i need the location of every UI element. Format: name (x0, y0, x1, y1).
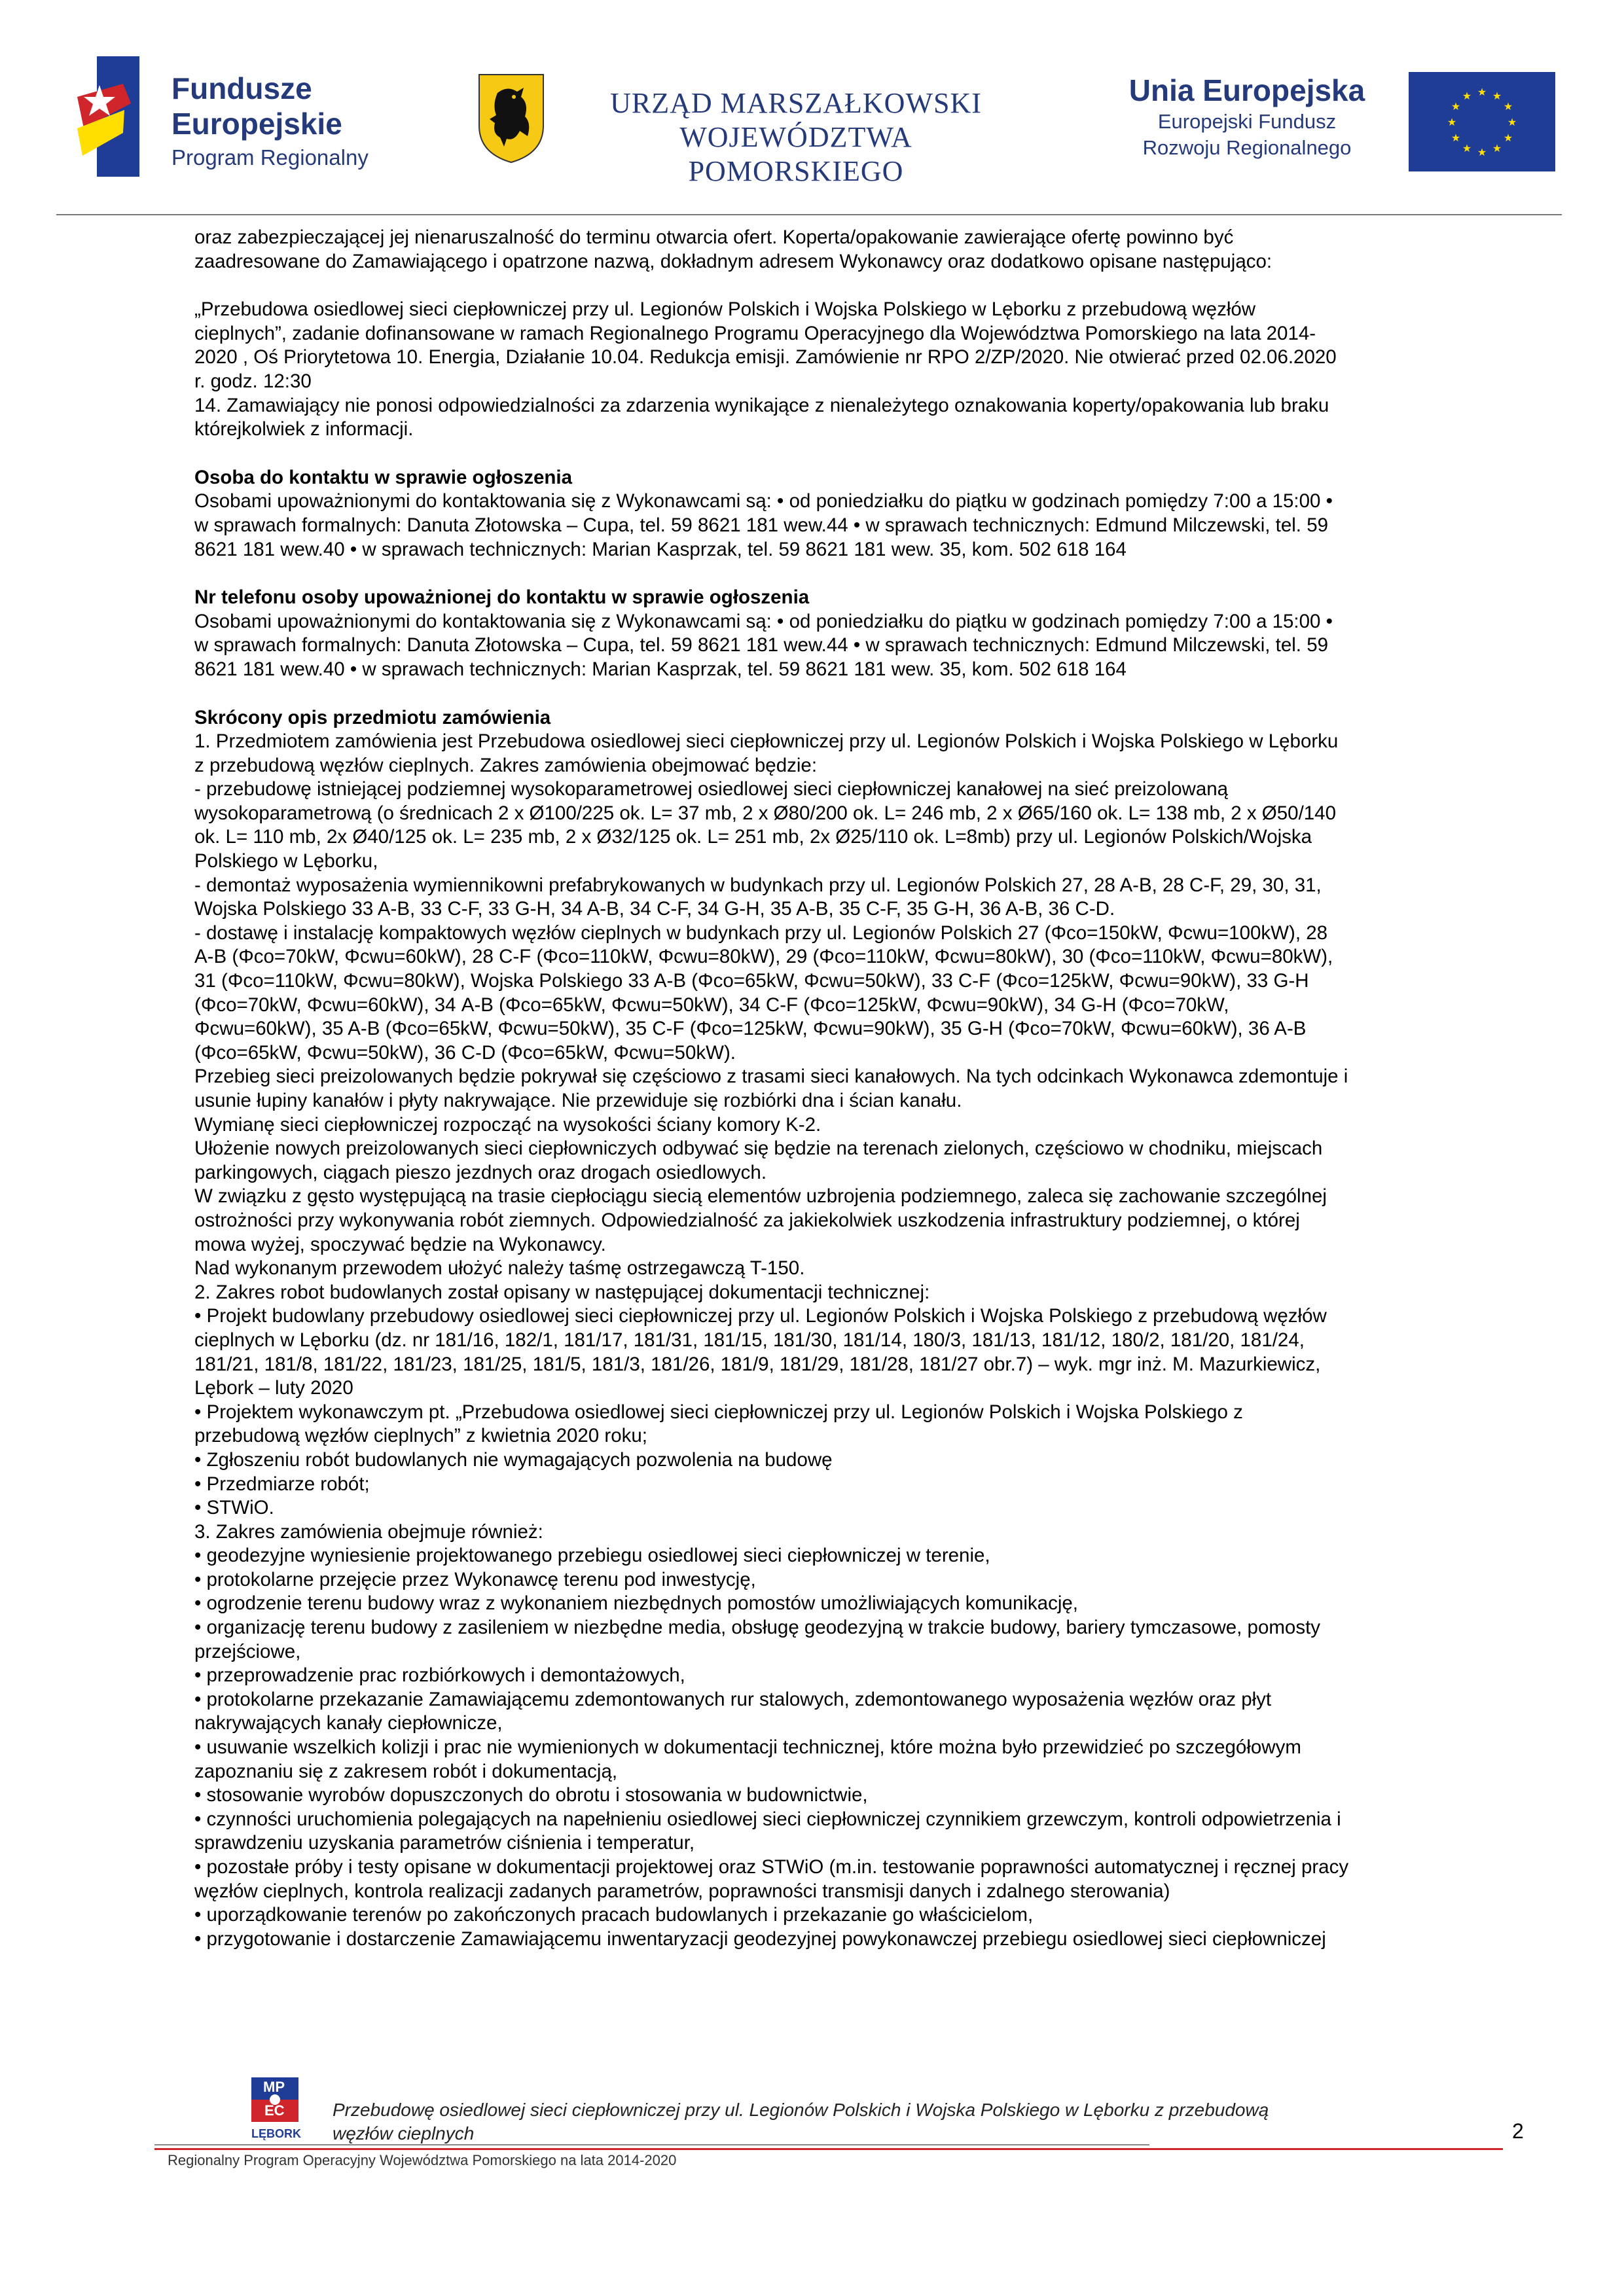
fundusze-europejskie-text (171, 71, 369, 174)
paragraph-line: Osobami upoważnionymi do kontaktowania się z Wykonawcami są: • od poniedziałku do piątku w godzinach pomiędzy 7:00 a 15:00 • (194, 610, 1333, 632)
paragraph-line: oraz zabezpieczającej jej nienaruszalność do terminu otwarcia ofert. Koperta/opakowanie zawierające ofertę powinno być (194, 226, 1234, 248)
paragraph-line: w sprawach formalnych: Danuta Złotowska – Cupa, tel. 59 8621 181 wew.44 • w sprawach technicznych: Edmund Milczewski, tel. 59 (194, 514, 1329, 536)
svg-text:★: ★ (1503, 132, 1513, 144)
description-line: Φcwu=60kW), 35 A-B (Φco=65kW, Φcwu=50kW), 35 C-F (Φco=125kW, Φcwu=90kW), 35 G-H (Φco=70kW, Φcwu=60kW), 36 A-B (194, 1018, 1307, 1040)
description-line: z przebudową węzłów cieplnych. Zakres zamówienia obejmować będzie: (194, 754, 818, 776)
svg-text:★: ★ (1451, 132, 1461, 144)
svg-text:★: ★ (1477, 146, 1487, 158)
paragraph-line: 8621 181 wew.40 • w sprawach technicznych: Marian Kasprzak, tel. 59 8621 181 wew. 35, kom. 502 618 164 (194, 658, 1127, 680)
description-line: Przebieg sieci preizolowanych będzie pokrywał się częściowo z trasami sieci kanałowych. Na tych odcinkach Wykonawca zdemontuje i (194, 1066, 1348, 1088)
description-line: • uporządkowanie terenów po zakończonych pracach budowlanych i przekazanie go właścicielom, (194, 1904, 1034, 1926)
mpec-top: MP (263, 2079, 285, 2095)
mpec-caption: LĘBORK (251, 2127, 301, 2140)
paragraph-line: „Przebudowa osiedlowej sieci ciepłowniczej przy ul. Legionów Polskich i Wojska Polskiego w Lęborku z przebudową węzłów (194, 298, 1256, 321)
paragraph-line: w sprawach formalnych: Danuta Złotowska – Cupa, tel. 59 8621 181 wew.44 • w sprawach technicznych: Edmund Milczewski, tel. 59 (194, 634, 1329, 656)
description-line: - dostawę i instalację kompaktowych węzłów cieplnych w budynkach przy ul. Legionów Polskich 27 (Φco=150kW, Φcwu=100kW), 28 (194, 922, 1328, 944)
description-line: cieplnych w Lęborku (dz. nr 181/16, 182/1, 181/17, 181/31, 181/15, 181/30, 181/14, 180/3, 181/13, 181/12, 180/2, 181/20, 181/24, (194, 1329, 1305, 1351)
paragraph-line: Osobami upoważnionymi do kontaktowania się z Wykonawcami są: • od poniedziałku do piątku w godzinach pomiędzy 7:00 a 15:00 • (194, 490, 1333, 512)
svg-text:★: ★ (1477, 86, 1487, 98)
footer-project-title (333, 2098, 1485, 2145)
description-line: 3. Zakres zamówienia obejmuje również: (194, 1520, 543, 1543)
fundusze-europejskie-star-icon (77, 51, 162, 182)
svg-text:★: ★ (1492, 142, 1502, 154)
description-line: • pozostałe próby i testy opisane w dokumentacji projektowej oraz STWiO (m.in. testowanie poprawności automatycznej i ręcznej pracy (194, 1856, 1349, 1878)
description-line: ostrożności przy wykonywania robót ziemnych. Odpowiedzialność za jakiekolwiek uszkodzenia infrastruktury podziemnej, o której (194, 1209, 1300, 1231)
description-lines (194, 730, 1497, 1951)
description-line: • organizację terenu budowy z zasileniem w niezbędne media, obsługę geodezyjną w trakcie budowy, bariery tymczasowe, pomosty (194, 1617, 1321, 1639)
fe-line-2: Europejskie (171, 107, 342, 141)
description-line: • Zgłoszeniu robót budowlanych nie wymagających pozwolenia na budowę (194, 1448, 833, 1471)
um-line-2: WOJEWÓDZTWA POMORSKIEGO (679, 121, 912, 187)
description-line: (Φco=70kW, Φcwu=60kW), 34 A-B (Φco=65kW, Φcwu=50kW), 34 C-F (Φco=125kW, Φcwu=90kW), 34 G-H (Φco=70kW, (194, 994, 1229, 1016)
paragraph-line: cieplnych”, zadanie dofinansowane w ramach Regionalnego Programu Operacyjnego dla Województwa Pomorskiego na lata 2014- (194, 322, 1316, 344)
description-line: mowa wyżej, spoczywać będzie na Wykonawcy. (194, 1233, 606, 1255)
svg-text:★: ★ (1503, 100, 1513, 113)
description-line: • Projektem wykonawczym pt. „Przebudowa osiedlowej sieci ciepłowniczej przy ul. Legionów Polskich i Wojska Polskiego z (194, 1401, 1243, 1423)
urzad-marszalkowski-text (573, 86, 1019, 188)
fe-line-3: Program Regionalny (171, 145, 369, 170)
svg-text:★: ★ (1507, 116, 1517, 128)
paragraph-line: którejkolwiek z informacji. (194, 418, 414, 440)
description-line: - demontaż wyposażenia wymiennikowni prefabrykowanych w budynkach przy ul. Legionów Polskich 27, 28 A-B, 28 C-F, 29, 30, 31, (194, 874, 1322, 896)
description-line: • geodezyjne wyniesienie projektowanego przebiegu osiedlowej sieci ciepłowniczej w terenie, (194, 1545, 990, 1567)
footer-divider-gray (154, 2144, 1149, 2145)
description-line: Polskiego w Lęborku, (194, 850, 378, 872)
unia-europejska-text (1110, 72, 1384, 161)
description-line: węzłów cieplnych, kontrola realizacji zadanych parametrów, poprawności transmisji danych i zdalnego sterowania) (194, 1880, 1170, 1902)
description-line: • Projekt budowlany przebudowy osiedlowej sieci ciepłowniczej przy ul. Legionów Polskich i Wojska Polskiego z przebudową węzłów (194, 1305, 1327, 1327)
description-line: • stosowanie wyrobów dopuszczonych do obrotu i stosowania w budownictwie, (194, 1784, 868, 1806)
footer-title-line: Przebudowę osiedlowej sieci ciepłowniczej przy ul. Legionów Polskich i Wojska Polskiego w Lęborku z przebudową (333, 2100, 1269, 2120)
description-line: wysokoparametrową (o średnicach 2 x Ø100/225 ok. L= 37 mb, 2 x Ø80/200 ok. L= 246 mb, 2 x Ø65/160 ok. L= 138 mb, 2 x Ø50/140 (194, 802, 1336, 824)
ue-line-3: Rozwoju Regionalnego (1142, 136, 1352, 159)
description-line: • Przedmiarze robót; (194, 1473, 370, 1495)
description-heading: Skrócony opis przedmiotu zamówienia (194, 706, 551, 728)
paragraph-line: r. godz. 12:30 (194, 370, 312, 392)
description-line: • protokolarne przekazanie Zamawiającemu zdemontowanych rur stalowych, zdemontowanego wyposażenia węzłów oraz płyt (194, 1688, 1272, 1710)
header-divider (56, 214, 1562, 215)
footer-divider-red (154, 2148, 1503, 2150)
description-line: W związku z gęsto występującą na trasie ciepłociągu siecią elementów uzbrojenia podziemnego, zaleca się zachowanie szczególnej (194, 1185, 1327, 1208)
page-number: 2 (1512, 2119, 1524, 2143)
paragraph-line: zaadresowane do Zamawiającego i opatrzone nazwą, dokładnym adresem Wykonawcy oraz dodatkowo opisane następująco: (194, 250, 1272, 272)
description-line: (Φco=65kW, Φcwu=50kW), 36 C-D (Φco=65kW, Φcwu=50kW). (194, 1041, 736, 1064)
description-line: 181/21, 181/8, 181/22, 181/23, 181/25, 181/5, 181/3, 181/26, 181/9, 181/29, 181/28, 181/27 obr.7) – wyk. mgr inż. M. Mazurkiewicz, (194, 1353, 1321, 1375)
fundusze-europejskie-logo (77, 51, 444, 188)
phone-heading: Nr telefonu osoby upoważnionej do kontaktu w sprawie ogłoszenia (194, 586, 810, 609)
description-line: parkingowych, ciągach pieszo jezdnych oraz drogach osiedlowych. (194, 1161, 767, 1183)
description-line: nakrywających kanały ciepłownicze, (194, 1712, 503, 1734)
ue-line-1: Unia Europejska (1128, 73, 1365, 107)
pomorskie-griffin-crest-icon (478, 73, 545, 164)
description-line: - przebudowę istniejącej podziemnej wysokoparametrowej osiedlowej sieci ciepłowniczej kanałowej na sieć preizolowaną (194, 778, 1229, 800)
eu-flag-icon (1409, 72, 1555, 171)
description-line: zapoznaniu się z zakresem robót i dokumentacją, (194, 1760, 618, 1782)
description-line: ok. L= 110 mb, 2x Ø40/125 ok. L= 235 mb, 2 x Ø32/125 ok. L= 251 mb, 2x Ø25/110 ok. L=8mb) przy ul. Legionów Polskich/Wojska (194, 826, 1312, 848)
footer-program-text: Regionalny Program Operacyjny Województwa Pomorskiego na lata 2014-2020 (168, 2152, 677, 2168)
footer-title-line: węzłów cieplnych (333, 2123, 475, 2144)
ue-line-2: Europejski Fundusz (1157, 110, 1337, 133)
description-line: • czynności uruchomienia polegających na napełnieniu osiedlowej sieci ciepłowniczej czynnikiem grzewczym, kontroli odpowietrzenia i (194, 1808, 1341, 1830)
svg-text:★: ★ (1492, 90, 1502, 102)
description-line: A-B (Φco=70kW, Φcwu=60kW), 28 C-F (Φco=110kW, Φcwu=80kW), 29 (Φco=110kW, Φcwu=80kW), 30 (Φco=110kW, Φcwu=80kW), (194, 946, 1333, 968)
description-line: • ogrodzenie terenu budowy wraz z wykonaniem niezbędnych pomostów umożliwiających komunikację, (194, 1592, 1078, 1615)
description-line: Ułożenie nowych preizolowanych sieci ciepłowniczych odbywać się będzie na terenach zielonych, częściowo w chodniku, miejscach (194, 1138, 1323, 1160)
svg-text:★: ★ (1462, 142, 1472, 154)
description-line: 1. Przedmiotem zamówienia jest Przebudowa osiedlowej sieci ciepłowniczej przy ul. Legionów Polskich i Wojska Polskiego w Lęborku (194, 730, 1339, 753)
description-line: 2. Zakres robot budowlanych został opisany w następującej dokumentacji technicznej: (194, 1281, 930, 1303)
description-line: • usuwanie wszelkich kolizji i prac nie wymienionych w dokumentacji technicznej, które można było przewidzieć po szczegółowym (194, 1736, 1301, 1759)
description-line: • przygotowanie i dostarczenie Zamawiającemu inwentaryzacji geodezyjnej powykonawczej przebiegu osiedlowej sieci ciepłowniczej (194, 1928, 1326, 1950)
paragraph-line: 2020 , Oś Priorytetowa 10. Energia, Działanie 10.04. Redukcja emisji. Zamówienie nr RPO 2/ZP/2020. Nie otwierać przed 02.06.2020 (194, 346, 1337, 368)
svg-text:★: ★ (1462, 90, 1472, 102)
description-line: usunie łupiny kanałów i płyty nakrywające. Nie przewiduje się rozbiórki dna i ścian kanału. (194, 1090, 962, 1111)
description-line: 31 (Φco=110kW, Φcwu=80kW), Wojska Polskiego 33 A-B (Φco=65kW, Φcwu=50kW), 33 C-F (Φco=125kW, Φcwu=90kW), 33 G-H (194, 970, 1309, 992)
svg-text:★: ★ (1447, 116, 1457, 128)
contact-heading: Osoba do kontaktu w sprawie ogłoszenia (194, 466, 572, 488)
description-line: Nad wykonanym przewodem ułożyć należy taśmę ostrzegawczą T-150. (194, 1257, 805, 1280)
description-line: • STWiO. (194, 1497, 274, 1519)
description-line: • przeprowadzenie prac rozbiórkowych i demontażowych, (194, 1664, 685, 1687)
description-line: sprawdzeniu uzyskania parametrów ciśnienia i temperatur, (194, 1832, 695, 1854)
document-body (194, 226, 1497, 1951)
paragraph-line: 8621 181 wew.40 • w sprawach technicznych: Marian Kasprzak, tel. 59 8621 181 wew. 35, kom. 502 618 164 (194, 538, 1127, 560)
paragraph-line: 14. Zamawiający nie ponosi odpowiedzialności za zdarzenia wynikające z nienależytego oznakowania koperty/opakowania lub braku (194, 394, 1329, 416)
um-line-1: URZĄD MARSZAŁKOWSKI (610, 87, 982, 119)
description-line: przebudową węzłów cieplnych” z kwietnia 2020 roku; (194, 1425, 647, 1447)
description-line: Lębork – luty 2020 (194, 1377, 353, 1399)
svg-text:★: ★ (1451, 100, 1461, 113)
description-line: przejściowe, (194, 1640, 301, 1662)
description-line: Wymianę sieci ciepłowniczej rozpocząć na wysokości ściany komory K-2. (194, 1113, 821, 1136)
mpec-bottom: EC (264, 2102, 285, 2119)
fe-line-1: Fundusze (171, 71, 312, 105)
mpec-lebork-logo-icon (242, 2073, 310, 2145)
description-line: Wojska Polskiego 33 A-B, 33 C-F, 33 G-H, 34 A-B, 34 C-F, 34 G-H, 35 A-B, 35 C-F, 35 G-H, 36 A-B, 36 C-D. (194, 898, 1115, 920)
description-line: • protokolarne przejęcie przez Wykonawcę terenu pod inwestycję, (194, 1568, 756, 1590)
